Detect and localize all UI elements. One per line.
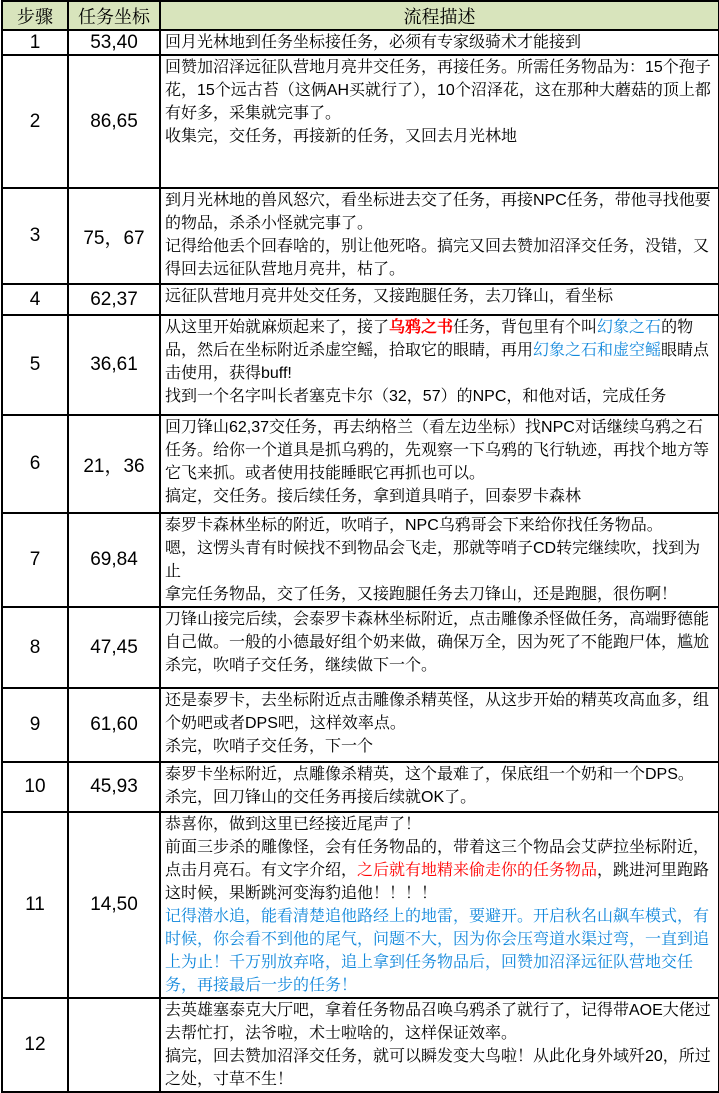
table-row xyxy=(2,688,719,762)
description-paragraph xyxy=(165,485,714,508)
description-paragraph xyxy=(165,125,714,148)
table-row xyxy=(2,55,719,188)
header-coordinates: 任务坐标 xyxy=(68,1,160,30)
coordinates-cell: 75，67 xyxy=(68,188,160,284)
description-text: 任务，背包里有个叫 xyxy=(453,319,598,336)
description-paragraph xyxy=(165,608,714,654)
description-text: 还是泰罗卡，去坐标附近点击雕像杀精英怪，从这步开始的精英攻高血多，组个奶吧或者DPS吧，这样效率点。 xyxy=(165,692,710,732)
description-text: 刀锋山接完后续，会泰罗卡森林坐标附近，点击雕像杀怪做任务，高端野德能自己做。一般的小德最好组个奶来做，确保万全，因为死了不能跑尸体，尴尬 xyxy=(165,611,710,651)
description-text: 眼睛点击使用，获得buff! xyxy=(165,342,710,382)
table-row xyxy=(2,513,719,607)
description-text: 的物品，然后在坐标附近杀虚空鳐，拾取它的眼睛，再用 xyxy=(165,319,694,359)
header-description: 流程描述 xyxy=(160,1,719,30)
table-row xyxy=(2,998,719,1092)
coordinates-cell xyxy=(68,998,160,1092)
coordinates-cell: 62,37 xyxy=(68,284,160,315)
description-paragraph xyxy=(165,813,714,836)
step-cell: 4 xyxy=(2,284,68,315)
description-paragraph xyxy=(165,56,714,125)
description-paragraph xyxy=(165,385,714,408)
description-cell xyxy=(160,315,719,415)
description-text: 泰罗卡森林坐标的附近，吹哨子，NPC乌鸦哥会下来给你找任务物品。 xyxy=(165,517,663,534)
description-paragraph xyxy=(165,786,714,809)
step-cell: 7 xyxy=(2,513,68,607)
step-cell: 8 xyxy=(2,607,68,688)
description-text: 远征队营地月亮井处交任务，又接跑腿任务，去刀锋山，看坐标 xyxy=(165,288,614,305)
description-text: 嗯，这愣头青有时候找不到物品会飞走，那就等哨子CD转完继续吹，找到为止 xyxy=(165,540,701,580)
step-cell: 2 xyxy=(2,55,68,188)
description-paragraph xyxy=(165,689,714,735)
description-text: 搞定，交任务。接后续任务，拿到道具哨子，回泰罗卡森林 xyxy=(165,488,582,505)
table-row xyxy=(2,315,719,415)
description-paragraph xyxy=(165,654,714,677)
description-paragraph xyxy=(165,905,714,997)
description-text: 到月光林地的兽风怒穴，看坐标进去交了任务，再接NPC任务，带他寻找他要的物品，杀杀小怪就完事了。 xyxy=(165,192,711,232)
description-paragraph xyxy=(165,537,714,583)
description-text: 泰罗卡坐标附近，点雕像杀精英，这个最难了，保底组一个奶和一个DPS。 xyxy=(165,766,694,783)
step-cell: 5 xyxy=(2,315,68,415)
description-text: 收集完，交任务，再接新的任务，又回去月光林地 xyxy=(165,128,518,145)
header-step: 步骤 xyxy=(2,1,68,30)
description-text: 从这里开始就麻烦起来了，接了 xyxy=(165,319,390,336)
coordinates-cell: 36,61 xyxy=(68,315,160,415)
coordinates-cell: 14,50 xyxy=(68,812,160,998)
description-cell xyxy=(160,55,719,188)
description-text: 搞完，回去赞加沼泽交任务，就可以瞬发变大鸟啦！从此化身外域歼20，所过之处，寸草不生！ xyxy=(165,1048,711,1088)
description-cell xyxy=(160,762,719,812)
coordinates-cell: 47,45 xyxy=(68,607,160,688)
description-paragraph xyxy=(165,1045,714,1091)
description-cell xyxy=(160,607,719,688)
table-row xyxy=(2,188,719,284)
step-cell: 3 xyxy=(2,188,68,284)
description-text: 回赞加沼泽远征队营地月亮井交任务，再接任务。所需任务物品为：15个孢子花，15个远古苔（这俩AH买就行了），10个沼泽花，这在那种大蘑菇的顶上都有好多，采集就完事了。 xyxy=(165,59,711,122)
step-cell: 9 xyxy=(2,688,68,762)
description-paragraph xyxy=(165,416,714,485)
table-row xyxy=(2,284,719,315)
description-text: 杀完，回刀锋山的交任务再接后续就OK了。 xyxy=(165,789,477,806)
blue-highlight-text: 记得潜水追，能看清楚追他路经上的地雷，要避开。开启秋名山飙车模式，有时候，你会看不到他的尾气，问题不大，因为你会压弯道水渠过弯，一直到追上为止！千万别放弃咯，追上拿到任务物品后，回赞加沼泽远征队营地交任务，再接最后一步的任务！ xyxy=(165,908,710,994)
description-paragraph xyxy=(165,514,714,537)
coordinates-cell: 69,84 xyxy=(68,513,160,607)
description-cell xyxy=(160,998,719,1092)
description-paragraph xyxy=(165,583,714,606)
coordinates-cell: 53,40 xyxy=(68,30,160,55)
coordinates-cell: 86,65 xyxy=(68,55,160,188)
description-cell xyxy=(160,30,719,55)
header-row xyxy=(2,1,719,30)
description-text: 杀完，吹哨子交任务，下一个 xyxy=(165,738,374,755)
description-paragraph xyxy=(165,836,714,905)
description-paragraph xyxy=(165,735,714,758)
description-text: 找到一个名字叫长者塞克卡尔（32，57）的NPC，和他对话，完成任务 xyxy=(165,388,667,405)
description-paragraph xyxy=(165,316,714,385)
step-cell: 11 xyxy=(2,812,68,998)
description-paragraph xyxy=(165,189,714,235)
step-cell: 10 xyxy=(2,762,68,812)
red-highlight-text: 之后就有地精来偷走你的任务物品 xyxy=(357,862,598,879)
description-paragraph xyxy=(165,235,714,281)
description-paragraph xyxy=(165,999,714,1045)
description-cell xyxy=(160,812,719,998)
table-row xyxy=(2,30,719,55)
quest-guide-table xyxy=(1,0,719,1093)
table-row xyxy=(2,762,719,812)
description-text: 记得给他丢个回春啥的，别让他死咯。搞完又回去赞加沼泽交任务，没错，又得回去远征队营地月亮井，枯了。 xyxy=(165,238,710,278)
blue-highlight-text: 幻象之石和虚空鳐 xyxy=(533,342,662,359)
description-cell xyxy=(160,284,719,315)
description-text: 回月光林地到任务坐标接任务，必须有专家级骑术才能接到 xyxy=(165,34,582,51)
description-paragraph xyxy=(165,31,714,54)
description-text: 杀完，吹哨子交任务，继续做下一个。 xyxy=(165,657,438,674)
coordinates-cell: 45,93 xyxy=(68,762,160,812)
description-cell xyxy=(160,415,719,513)
description-text: ，跳进河里跑路这时候，果断跳河变海豹追他！！！！ xyxy=(165,862,710,902)
description-text: 前面三步杀的雕像怪，会有任务物品的，带着这三个物品会艾萨拉坐标附近，点击月亮石。有文字介绍， xyxy=(165,839,710,879)
description-paragraph xyxy=(165,763,714,786)
step-cell: 1 xyxy=(2,30,68,55)
description-cell xyxy=(160,688,719,762)
step-cell: 6 xyxy=(2,415,68,513)
coordinates-cell: 21，36 xyxy=(68,415,160,513)
table-row xyxy=(2,607,719,688)
description-text: 去英雄塞泰克大厅吧，拿着任务物品召唤乌鸦杀了就行了，记得带AOE大佬过去帮忙打，法爷啦，术士啦啥的，这样保证效率。 xyxy=(165,1002,711,1042)
description-cell xyxy=(160,513,719,607)
description-text: 拿完任务物品，交了任务，又接跑腿任务去刀锋山，还是跑腿，很伤啊！ xyxy=(165,586,678,603)
table-row xyxy=(2,415,719,513)
description-cell xyxy=(160,188,719,284)
description-text: 恭喜你，做到这里已经接近尾声了！ xyxy=(165,816,422,833)
step-cell: 12 xyxy=(2,998,68,1092)
description-text: 回刀锋山62,37交任务，再去纳格兰（看左边坐标）找NPC对话继续乌鸦之石任务。给你一个道具是抓乌鸦的，先观察一下乌鸦的飞行轨迹，再找个地方等它飞来抓。或者使用技能睡眠它再抓也可以。 xyxy=(165,419,710,482)
red-highlight-text: 乌鸦之书 xyxy=(389,319,454,336)
table-row xyxy=(2,812,719,998)
coordinates-cell: 61,60 xyxy=(68,688,160,762)
description-paragraph xyxy=(165,285,714,308)
blue-highlight-text: 幻象之石 xyxy=(597,319,662,336)
